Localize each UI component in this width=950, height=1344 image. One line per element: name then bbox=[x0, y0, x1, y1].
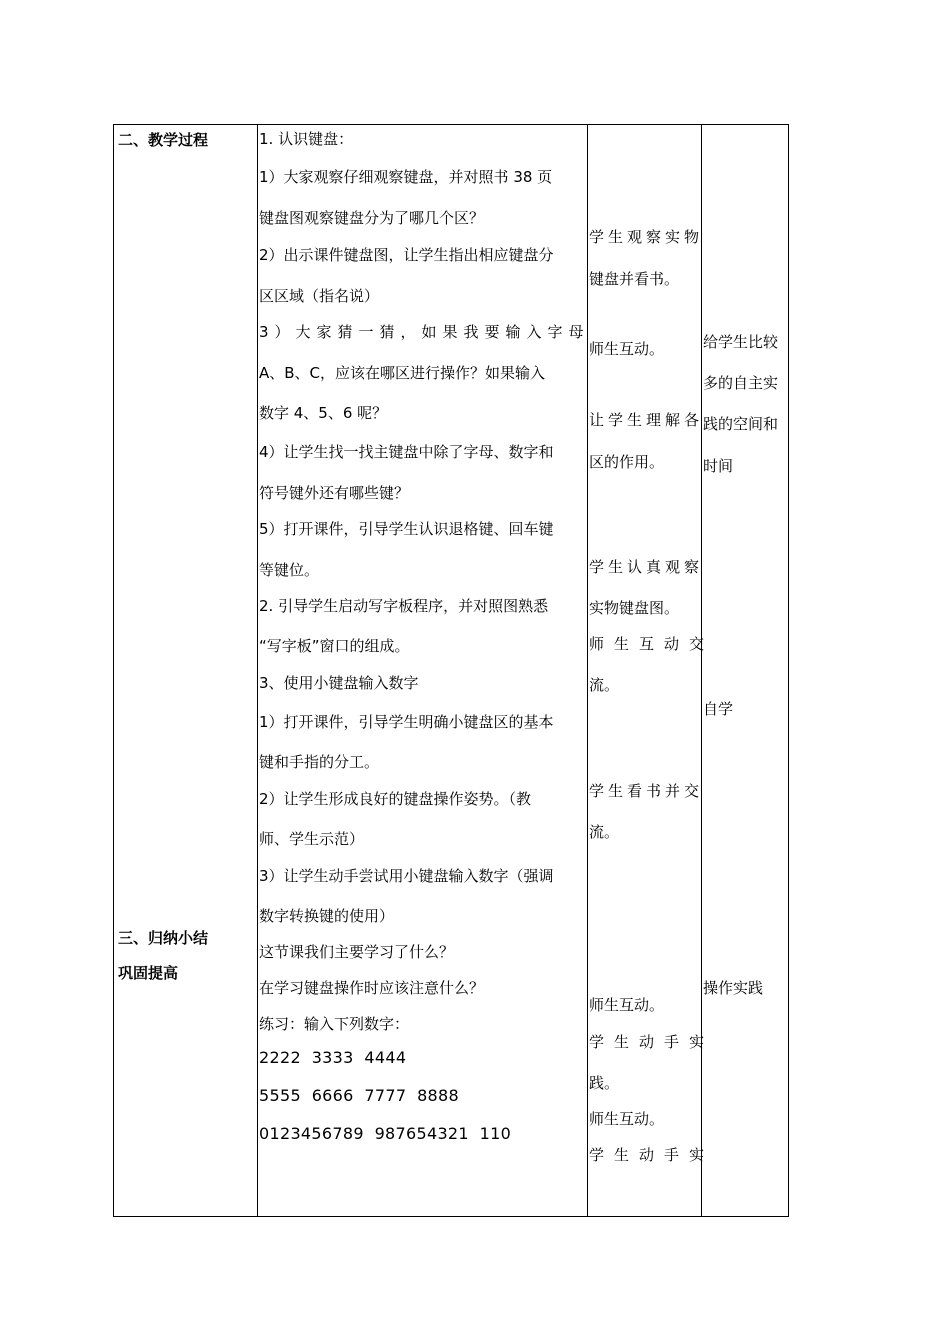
content-line: 键和手指的分工。 bbox=[259, 753, 380, 771]
content-line: 数字 4、5、6 呢？ bbox=[259, 404, 388, 422]
intent-line: 多的自主实 bbox=[703, 374, 779, 392]
content-line: 1. 认识键盘： bbox=[259, 130, 354, 148]
activity-line: 学生动手实 bbox=[589, 1146, 715, 1164]
content-line: 3）大家猜一猜，如果我要输入字母 bbox=[259, 323, 590, 341]
content-line: 2）让学生形成良好的键盘操作姿势。（教 bbox=[259, 790, 532, 808]
content-line: 数字转换键的使用） bbox=[259, 907, 395, 925]
section-heading: 二、教学过程 bbox=[118, 131, 209, 149]
column-divider bbox=[587, 125, 588, 1216]
content-line: 在学习键盘操作时应该注意什么？ bbox=[259, 979, 485, 997]
number-line: 0123456789 987654321 110 bbox=[259, 1124, 512, 1143]
activity-line: 学生观察实物 bbox=[589, 228, 704, 246]
content-line: 2）出示课件键盘图，让学生指出相应键盘分 bbox=[259, 246, 554, 264]
intent-line: 自学 bbox=[703, 700, 734, 718]
intent-line: 时间 bbox=[703, 457, 734, 475]
content-line: 区区域（指名说） bbox=[259, 287, 380, 305]
intent-line: 给学生比较 bbox=[703, 333, 779, 351]
activity-line: 流。 bbox=[589, 676, 620, 694]
content-line: 4）让学生找一找主键盘中除了字母、数字和 bbox=[259, 443, 554, 461]
number-line: 2222 3333 4444 bbox=[259, 1048, 407, 1067]
content-line: 3）让学生动手尝试用小键盘输入数字（强调 bbox=[259, 867, 554, 885]
activity-line: 学生认真观察 bbox=[589, 558, 704, 576]
content-line: 符号键外还有哪些键？ bbox=[259, 484, 410, 502]
content-line: 1）大家观察仔细观察键盘，并对照书 38 页 bbox=[259, 168, 553, 186]
intent-line: 操作实践 bbox=[703, 979, 764, 997]
activity-line: 区的作用。 bbox=[589, 453, 665, 471]
activity-line: 让学生理解各 bbox=[589, 411, 704, 429]
activity-line: 学生动手实 bbox=[589, 1033, 715, 1051]
column-divider bbox=[701, 125, 702, 1216]
content-line: A、B、C，应该在哪区进行操作？如果输入 bbox=[259, 364, 546, 382]
content-line: 5）打开课件，引导学生认识退格键、回车键 bbox=[259, 520, 554, 538]
content-line: 师、学生示范） bbox=[259, 830, 365, 848]
activity-line: 师生互动。 bbox=[589, 996, 665, 1014]
activity-line: 师生互动交 bbox=[589, 635, 715, 653]
activity-line: 师生互动。 bbox=[589, 340, 665, 358]
content-line: “写字板”窗口的组成。 bbox=[259, 637, 410, 655]
content-line: 键盘图观察键盘分为了哪几个区？ bbox=[259, 209, 485, 227]
content-line: 3、使用小键盘输入数字 bbox=[259, 674, 419, 692]
content-line: 1）打开课件，引导学生明确小键盘区的基本 bbox=[259, 713, 554, 731]
activity-line: 键盘并看书。 bbox=[589, 270, 680, 288]
intent-line: 践的空间和 bbox=[703, 415, 779, 433]
activity-line: 实物键盘图。 bbox=[589, 599, 680, 617]
content-line: 2. 引导学生启动写字板程序，并对照图熟悉 bbox=[259, 597, 549, 615]
number-line: 5555 6666 7777 8888 bbox=[259, 1086, 459, 1105]
activity-line: 师生互动。 bbox=[589, 1110, 665, 1128]
activity-line: 践。 bbox=[589, 1074, 620, 1092]
content-line: 练习：输入下列数字： bbox=[259, 1015, 410, 1033]
section-heading: 三、归纳小结 bbox=[118, 929, 209, 947]
lesson-table bbox=[113, 124, 789, 1217]
content-line: 等键位。 bbox=[259, 561, 320, 579]
activity-line: 学生看书并交 bbox=[589, 782, 704, 800]
column-divider bbox=[257, 125, 258, 1216]
activity-line: 流。 bbox=[589, 823, 620, 841]
content-line: 这节课我们主要学习了什么？ bbox=[259, 943, 455, 961]
section-heading: 巩固提高 bbox=[118, 964, 179, 982]
